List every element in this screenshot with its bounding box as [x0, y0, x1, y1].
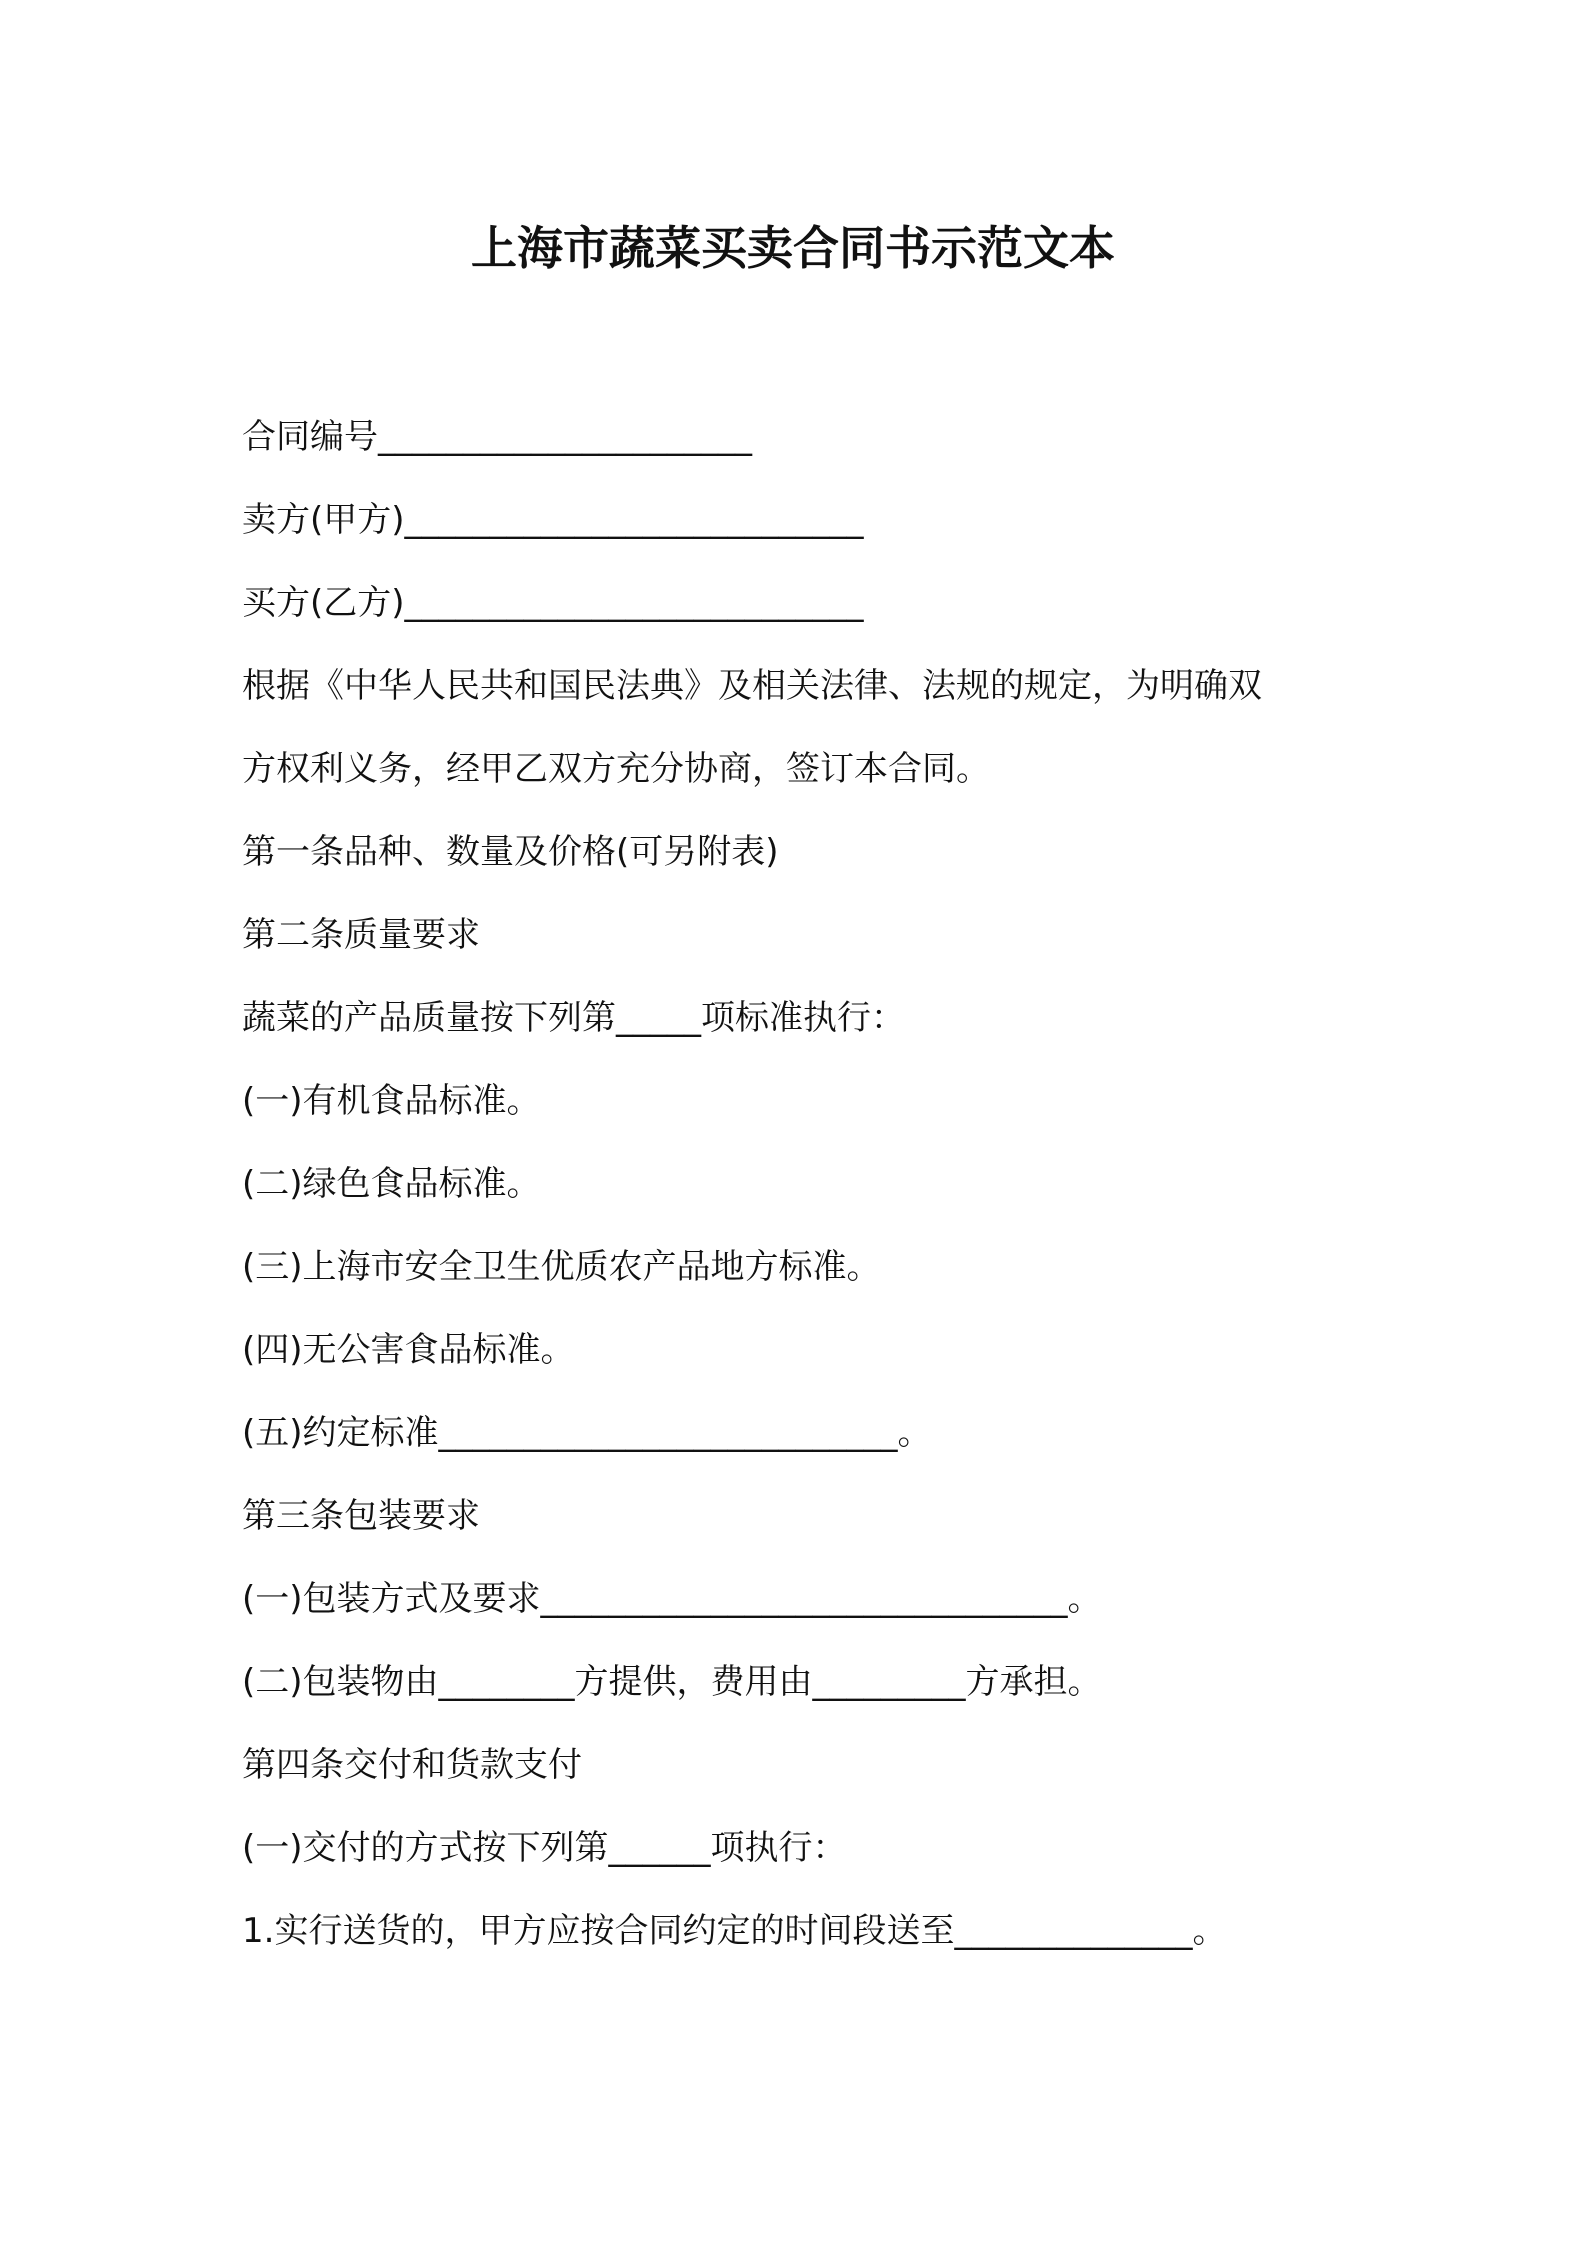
standard-option-3: (三)上海市安全卫生优质农产品地方标准。: [242, 1247, 881, 1287]
preamble-line-1: 根据《中华人民共和国民法典》及相关法律、法规的规定，为明确双: [242, 666, 1262, 706]
document-title: 上海市蔬菜买卖合同书示范文本: [471, 221, 1115, 275]
delivery-method-line: (一)交付的方式按下列第______项执行：: [242, 1828, 847, 1868]
article-3-heading: 第三条包装要求: [242, 1496, 480, 1536]
preamble-line-2: 方权利义务，经甲乙双方充分协商，签订本合同。: [242, 749, 990, 789]
standard-option-5: (五)约定标准___________________________。: [242, 1413, 932, 1453]
standard-option-2: (二)绿色食品标准。: [242, 1164, 541, 1204]
packaging-method-line: (一)包装方式及要求_______________________________。: [242, 1579, 1102, 1619]
standard-option-1: (一)有机食品标准。: [242, 1081, 541, 1121]
delivery-option-1: 1.实行送货的，甲方应按合同约定的时间段送至______________。: [242, 1911, 1227, 1951]
packaging-provider-line: (二)包装物由________方提供，费用由_________方承担。: [242, 1662, 1102, 1702]
article-2-heading: 第二条质量要求: [242, 915, 480, 955]
standard-option-4: (四)无公害食品标准。: [242, 1330, 575, 1370]
contract-number-line: 合同编号______________________: [242, 417, 752, 457]
seller-line: 卖方(甲方)___________________________: [242, 500, 864, 540]
buyer-line: 买方(乙方)___________________________: [242, 583, 864, 623]
article-4-heading: 第四条交付和货款支付: [242, 1745, 582, 1785]
quality-standard-line: 蔬菜的产品质量按下列第_____项标准执行：: [242, 998, 905, 1038]
article-1-heading: 第一条品种、数量及价格(可另附表): [242, 832, 779, 872]
